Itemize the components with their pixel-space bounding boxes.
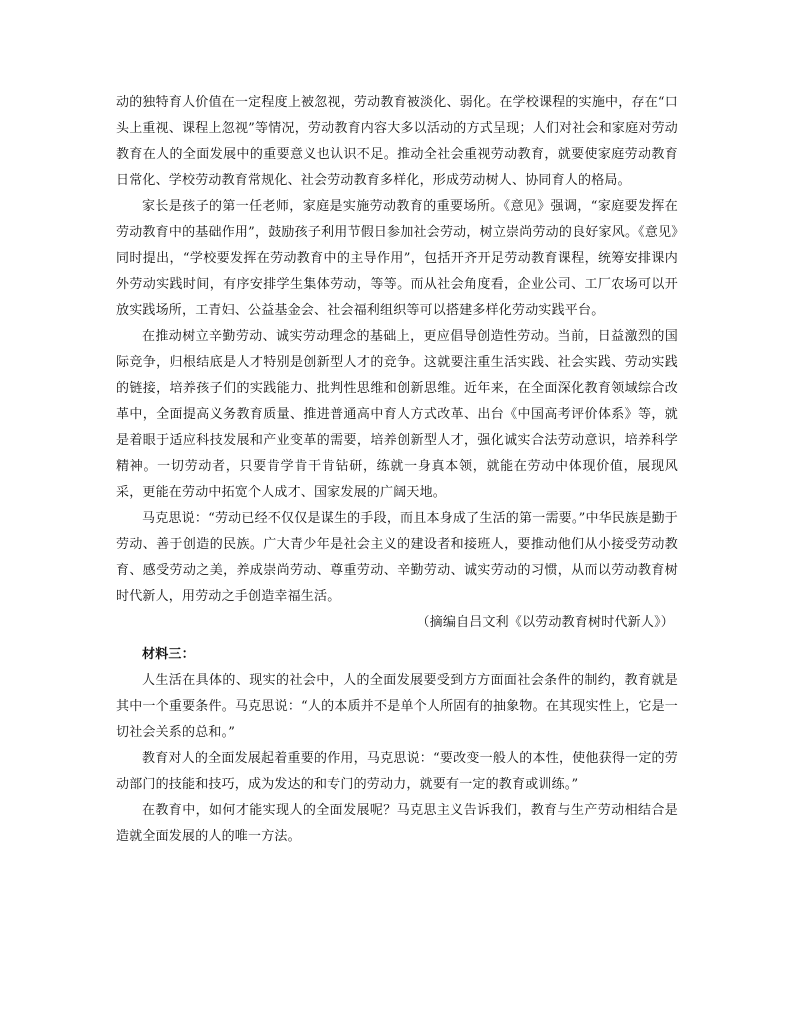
paragraph-continued: 动的独特育人价值在一定程度上被忽视，劳动教育被淡化、弱化。在学校课程的实施中，存在“口头上重视、课程上忽视”等情况，劳动教育内容大多以活动的方式呈现；人们对社会和家庭对劳动教育在人的全面发展中的重要意义也认识不足。推动全社会重视劳动教育，就要使家庭劳动教育日常化、学校劳动教育常规化、社会劳动教育多样化，形成劳动树人、协同育人的格局。 <box>116 95 678 188</box>
paragraph-family-school-society: 家长是孩子的第一任老师，家庭是实施劳动教育的重要场所。《意见》强调，“家庭要发挥在劳动教育中的基础作用”，鼓励孩子利用节假日参加社会劳动，树立崇尚劳动的良好家风。《意见》同时提出，“学校要发挥在劳动教育中的主导作用”，包括开齐开足劳动教育课程，统筹安排课内外劳动实践时间，有序安排学生集体劳动，等等。而从社会角度看，企业公司、工厂农场可以开放实践场所，工青妇、公益基金会、社会福利组织等可以搭建多样化劳动实践平台。 <box>116 199 678 318</box>
paragraph-education-labor: 在教育中，如何才能实现人的全面发展呢？马克思主义告诉我们，教育与生产劳动相结合是造就全面发展的人的唯一方法。 <box>116 803 678 844</box>
article-body <box>116 90 678 850</box>
paragraph-creative-labor: 在推动树立辛勤劳动、诚实劳动理念的基础上，更应倡导创造性劳动。当前，日益激烈的国际竞争，归根结底是人才特别是创新型人才的竞争。这就要注重生活实践、社会实践、劳动实践的链接，培养孩子们的实践能力、批判性思维和创新思维。近年来，在全面深化教育领域综合改革中，全面提高义务教育质量、推进普通高中育人方式改革、出台《中国高考评价体系》等，就是着眼于适应科技发展和产业变革的需要，培养创新型人才，强化诚实合法劳动意识，培养科学精神。一切劳动者，只要肯学肯干肯钻研，练就一身真本领，就能在劳动中体现价值，展现风采，更能在劳动中拓宽个人成才、国家发展的广阔天地。 <box>116 329 678 500</box>
paragraph-social-conditions: 人生活在具体的、现实的社会中，人的全面发展要受到方方面面社会条件的制约，教育就是其中一个重要条件。马克思说：“人的本质并不是单个人所固有的抽象物。在其现实性上，它是一切社会关系的总和。” <box>116 673 678 740</box>
paragraph-marx-quote: 马克思说：“劳动已经不仅仅是谋生的手段，而且本身成了生活的第一需要。”中华民族是勤于劳动、善于创造的民族。广大青少年是社会主义的建设者和接班人，要推动他们从小接受劳动教育、感受劳动之美，养成崇尚劳动、尊重劳动、辛勤劳动、诚实劳动的习惯，从而以劳动教育树时代新人，用劳动之手创造幸福生活。 <box>116 511 678 604</box>
paragraph-education-role: 教育对人的全面发展起着重要的作用，马克思说：“要改变一般人的本性，使他获得一定的劳动部门的技能和技巧，成为发达的和专门的劳动力，就要有一定的教育或训练。” <box>116 751 678 792</box>
material-three-heading: 材料三： <box>142 647 195 662</box>
source-citation: （摘编自吕文利《以劳动教育树时代新人》） <box>416 615 674 630</box>
